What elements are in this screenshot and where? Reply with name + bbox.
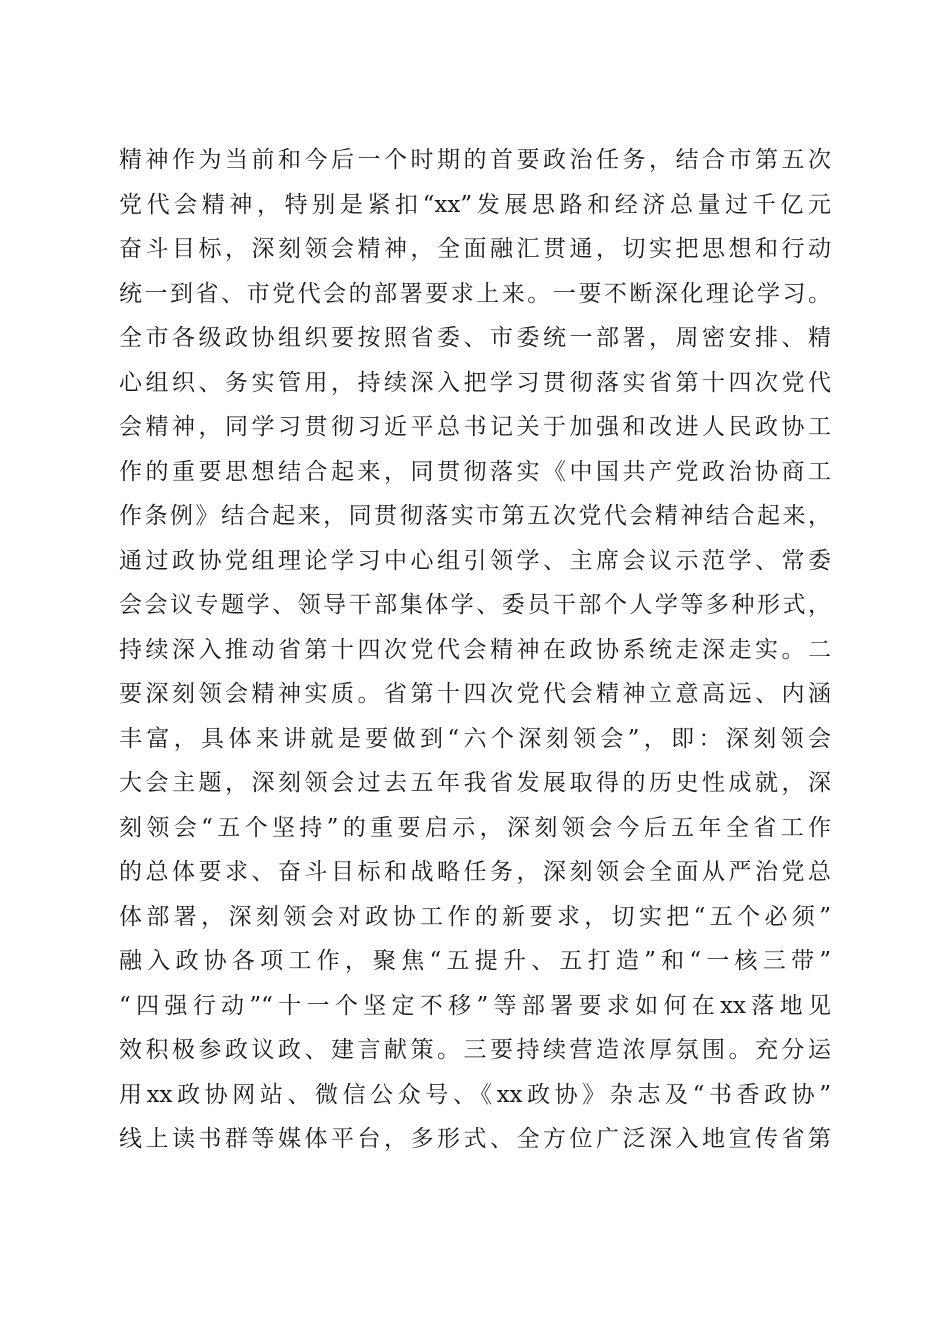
text-line: 持续深入推动省第十四次党代会精神在政协系统走深走实。二 [119, 636, 831, 663]
text-line: 大会主题，深刻领会过去五年我省发展取得的历史性成就，深 [119, 770, 831, 796]
text-line: 作的重要思想结合起来，同贯彻落实《中国共产党政治协商工 [119, 458, 831, 485]
text-line: 党代会精神，特别是紧扣“xx”发展思路和经济总量过千亿元 [119, 191, 831, 218]
text-line: 效积极参政议政、建言献策。三要持续营造浓厚氛围。充分运 [119, 1037, 831, 1063]
text-line: 心组织、务实管用，持续深入把学习贯彻落实省第十四次党代 [119, 369, 831, 396]
text-line: 通过政协党组理论学习中心组引领学、主席会议示范学、常委 [119, 547, 831, 574]
text-line: 用xx政协网站、微信公众号、《xx政协》杂志及“书香政协” [119, 1081, 831, 1108]
text-line: 精神作为当前和今后一个时期的首要政治任务，结合市第五次 [119, 147, 831, 173]
text-line: 要深刻领会精神实质。省第十四次党代会精神立意高远、内涵 [119, 681, 831, 707]
text-line: 作条例》结合起来，同贯彻落实市第五次党代会精神结合起来， [119, 503, 831, 529]
text-line: 会会议专题学、领导干部集体学、委员干部个人学等多种形式， [119, 592, 831, 618]
text-line: “四强行动”“十一个坚定不移”等部署要求如何在xx落地见 [119, 992, 831, 1019]
text-line: 会精神，同学习贯彻习近平总书记关于加强和改进人民政协工 [119, 414, 831, 440]
text-line: 全市各级政协组织要按照省委、市委统一部署，周密安排、精 [119, 325, 831, 351]
text-line: 刻领会“五个坚持”的重要启示，深刻领会今后五年全省工作 [119, 814, 831, 841]
text-line: 的总体要求、奋斗目标和战略任务，深刻领会全面从严治党总 [119, 859, 831, 885]
text-line: 体部署，深刻领会对政协工作的新要求，切实把“五个必须” [119, 903, 831, 930]
text-line: 奋斗目标，深刻领会精神，全面融汇贯通，切实把思想和行动 [119, 236, 831, 262]
text-line: 统一到省、市党代会的部署要求上来。一要不断深化理论学习。 [119, 280, 831, 307]
body-paragraph [119, 138, 831, 1162]
text-line: 线上读书群等媒体平台，多形式、全方位广泛深入地宣传省第 [119, 1126, 831, 1152]
text-line: 融入政协各项工作，聚焦“五提升、五打造”和“一核三带” [119, 948, 831, 974]
text-line: 丰富，具体来讲就是要做到“六个深刻领会”，即：深刻领会 [119, 725, 831, 752]
